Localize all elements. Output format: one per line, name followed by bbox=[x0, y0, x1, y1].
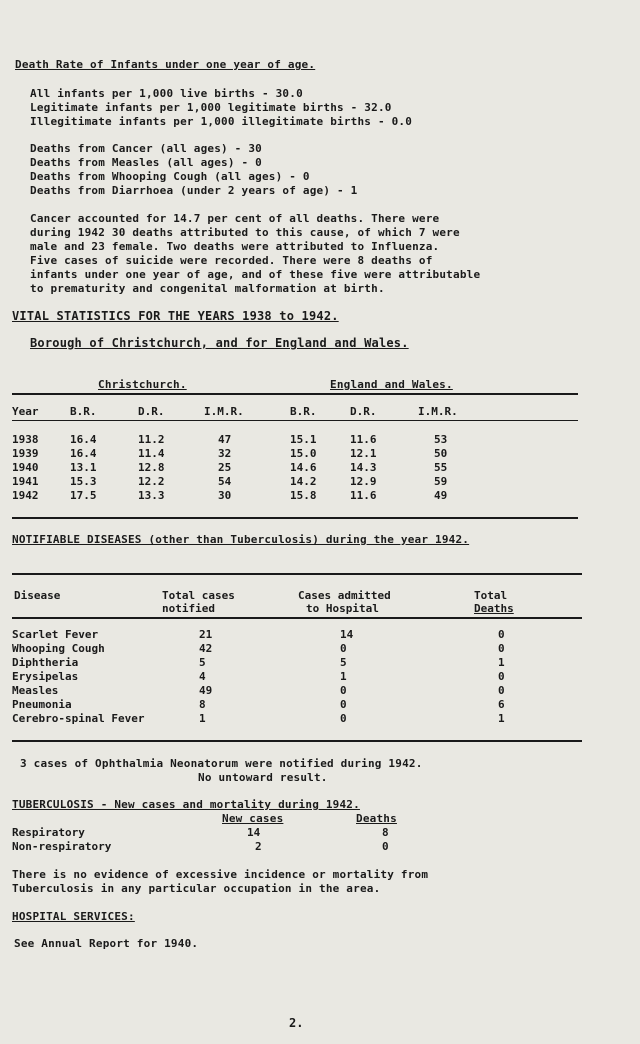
death-rate-line: Illegitimate infants per 1,000 illegitimate births - 0.0 bbox=[30, 115, 413, 128]
deaths-line: Deaths from Whooping Cough (all ages) - 0 bbox=[30, 170, 310, 183]
table-cell: 50 bbox=[434, 447, 448, 460]
table-row bbox=[0, 712, 640, 725]
table-cell: 1939 bbox=[12, 447, 39, 460]
table-cell: Measles bbox=[12, 684, 59, 697]
table-rule bbox=[12, 617, 582, 619]
table-cell: 59 bbox=[434, 475, 448, 488]
table-cell: 1942 bbox=[12, 489, 39, 502]
notifiable-heading: NOTIFIABLE DISEASES (other than Tuberculosis) during the year 1942. bbox=[12, 533, 470, 546]
table-cell: 0 bbox=[340, 642, 347, 655]
table-cell: 53 bbox=[434, 433, 448, 446]
paragraph-line: infants under one year of age, and of these five were attributable bbox=[30, 268, 481, 281]
table-cell: 11.4 bbox=[138, 447, 165, 460]
table-cell: 16.4 bbox=[70, 433, 97, 446]
table-cell: 1 bbox=[498, 656, 505, 669]
table-cell: 15.1 bbox=[290, 433, 317, 446]
table-row bbox=[0, 433, 640, 446]
table-cell: 4 bbox=[199, 670, 206, 683]
notifiable-header-row-2 bbox=[0, 602, 640, 615]
table-row bbox=[0, 628, 640, 641]
table-cell: Diphtheria bbox=[12, 656, 79, 669]
table-cell: 54 bbox=[218, 475, 232, 488]
table-cell: 17.5 bbox=[70, 489, 97, 502]
deaths-line: Deaths from Measles (all ages) - 0 bbox=[30, 156, 262, 169]
tb-type: Respiratory bbox=[12, 826, 85, 839]
col-notified: notified bbox=[162, 602, 215, 615]
col-dr: D.R. bbox=[138, 405, 165, 418]
vital-header-row bbox=[0, 405, 640, 418]
col-disease: Disease bbox=[14, 589, 61, 602]
paragraph-line: to prematurity and congenital malformation at birth. bbox=[30, 282, 385, 295]
col-br: B.R. bbox=[70, 405, 97, 418]
table-cell: 11.6 bbox=[350, 489, 377, 502]
vital-heading: VITAL STATISTICS FOR THE YEARS 1938 to 1942. bbox=[12, 309, 339, 323]
table-cell: 25 bbox=[218, 461, 232, 474]
table-cell: 12.1 bbox=[350, 447, 377, 460]
table-cell: 13.3 bbox=[138, 489, 165, 502]
group-england-wales: England and Wales. bbox=[330, 378, 453, 391]
table-rule bbox=[12, 517, 578, 519]
table-cell: 1 bbox=[498, 712, 505, 725]
deaths-line: Deaths from Cancer (all ages) - 30 bbox=[30, 142, 262, 155]
table-row bbox=[0, 826, 640, 839]
table-row bbox=[0, 447, 640, 460]
table-cell: 14.3 bbox=[350, 461, 377, 474]
ophthalmia-note-2: No untoward result. bbox=[198, 771, 328, 784]
table-cell: 0 bbox=[498, 684, 505, 697]
table-cell: 14 bbox=[340, 628, 354, 641]
table-cell: 5 bbox=[340, 656, 347, 669]
table-rule bbox=[12, 420, 578, 421]
table-cell: 1 bbox=[199, 712, 206, 725]
table-cell: 13.1 bbox=[70, 461, 97, 474]
col-imr-ew: I.M.R. bbox=[418, 405, 458, 418]
table-cell: 32 bbox=[218, 447, 232, 460]
col-br-ew: B.R. bbox=[290, 405, 317, 418]
paragraph-line: during 1942 30 deaths attributed to this cause, of which 7 were bbox=[30, 226, 460, 239]
table-cell: 0 bbox=[340, 698, 347, 711]
table-cell: 11.2 bbox=[138, 433, 165, 446]
table-cell: 1 bbox=[340, 670, 347, 683]
tb-col-deaths: Deaths bbox=[356, 812, 397, 825]
table-cell: Pneumonia bbox=[12, 698, 72, 711]
table-cell: 0 bbox=[340, 712, 347, 725]
table-cell: Cerebro-spinal Fever bbox=[12, 712, 145, 725]
death-rate-line: Legitimate infants per 1,000 legitimate births - 32.0 bbox=[30, 101, 392, 114]
table-cell: 8 bbox=[199, 698, 206, 711]
notifiable-header-row bbox=[0, 589, 640, 602]
col-total-cases: Total cases bbox=[162, 589, 235, 602]
table-cell: 0 bbox=[498, 670, 505, 683]
table-cell: 49 bbox=[199, 684, 213, 697]
table-rule bbox=[12, 393, 578, 395]
col-deaths: Deaths bbox=[474, 602, 514, 615]
tb-new: 2 bbox=[255, 840, 262, 853]
table-cell: 55 bbox=[434, 461, 448, 474]
table-row bbox=[0, 461, 640, 474]
table-row bbox=[0, 698, 640, 711]
table-cell: 1941 bbox=[12, 475, 39, 488]
death-rate-heading: Death Rate of Infants under one year of age. bbox=[15, 58, 316, 71]
table-cell: Erysipelas bbox=[12, 670, 79, 683]
table-cell: 30 bbox=[218, 489, 232, 502]
col-to-hospital: to Hospital bbox=[306, 602, 379, 615]
paragraph-line: male and 23 female. Two deaths were attributed to Influenza. bbox=[30, 240, 440, 253]
table-cell: 42 bbox=[199, 642, 213, 655]
table-rule bbox=[12, 740, 582, 742]
col-dr-ew: D.R. bbox=[350, 405, 377, 418]
table-cell: 49 bbox=[434, 489, 448, 502]
table-row bbox=[0, 840, 640, 853]
tb-deaths: 8 bbox=[382, 826, 389, 839]
paragraph-line: Five cases of suicide were recorded. There were 8 deaths of bbox=[30, 254, 433, 267]
table-cell: 15.8 bbox=[290, 489, 317, 502]
table-cell: Whooping Cough bbox=[12, 642, 105, 655]
table-row bbox=[0, 475, 640, 488]
table-cell: 5 bbox=[199, 656, 206, 669]
tb-deaths: 0 bbox=[382, 840, 389, 853]
tb-type: Non-respiratory bbox=[12, 840, 112, 853]
tb-paragraph: There is no evidence of excessive incidence or mortality from bbox=[12, 868, 429, 881]
table-cell: 12.2 bbox=[138, 475, 165, 488]
table-cell: 1940 bbox=[12, 461, 39, 474]
tb-col-new: New cases bbox=[222, 812, 284, 825]
table-row bbox=[0, 642, 640, 655]
table-cell: 0 bbox=[340, 684, 347, 697]
table-cell: Scarlet Fever bbox=[12, 628, 99, 641]
deaths-line: Deaths from Diarrhoea (under 2 years of age) - 1 bbox=[30, 184, 358, 197]
table-cell: 16.4 bbox=[70, 447, 97, 460]
table-cell: 12.8 bbox=[138, 461, 165, 474]
tb-heading: TUBERCULOSIS - New cases and mortality during 1942. bbox=[12, 798, 360, 811]
table-cell: 15.0 bbox=[290, 447, 317, 460]
table-row bbox=[0, 489, 640, 502]
table-rule bbox=[12, 573, 582, 575]
col-year: Year bbox=[12, 405, 39, 418]
table-cell: 21 bbox=[199, 628, 213, 641]
hospital-heading: HOSPITAL SERVICES: bbox=[12, 910, 135, 923]
paragraph-line: Cancer accounted for 14.7 per cent of all deaths. There were bbox=[30, 212, 440, 225]
group-christchurch: Christchurch. bbox=[98, 378, 187, 391]
vital-subheading: Borough of Christchurch, and for England and Wales. bbox=[30, 336, 409, 350]
table-row bbox=[0, 656, 640, 669]
table-cell: 47 bbox=[218, 433, 232, 446]
col-total-deaths: Total bbox=[474, 589, 508, 602]
col-imr: I.M.R. bbox=[204, 405, 244, 418]
table-row bbox=[0, 684, 640, 697]
table-cell: 1938 bbox=[12, 433, 39, 446]
table-cell: 6 bbox=[498, 698, 505, 711]
page-number: 2. bbox=[289, 1016, 304, 1030]
table-cell: 15.3 bbox=[70, 475, 97, 488]
table-cell: 0 bbox=[498, 628, 505, 641]
table-cell: 12.9 bbox=[350, 475, 377, 488]
tb-paragraph: Tuberculosis in any particular occupation in the area. bbox=[12, 882, 381, 895]
hospital-text: See Annual Report for 1940. bbox=[14, 937, 199, 950]
death-rate-line: All infants per 1,000 live births - 30.0 bbox=[30, 87, 303, 100]
table-cell: 0 bbox=[498, 642, 505, 655]
ophthalmia-note: 3 cases of Ophthalmia Neonatorum were notified during 1942. bbox=[20, 757, 423, 770]
col-cases-admitted: Cases admitted bbox=[298, 589, 391, 602]
table-cell: 14.2 bbox=[290, 475, 317, 488]
table-cell: 11.6 bbox=[350, 433, 377, 446]
table-cell: 14.6 bbox=[290, 461, 317, 474]
tb-new: 14 bbox=[247, 826, 261, 839]
table-row bbox=[0, 670, 640, 683]
